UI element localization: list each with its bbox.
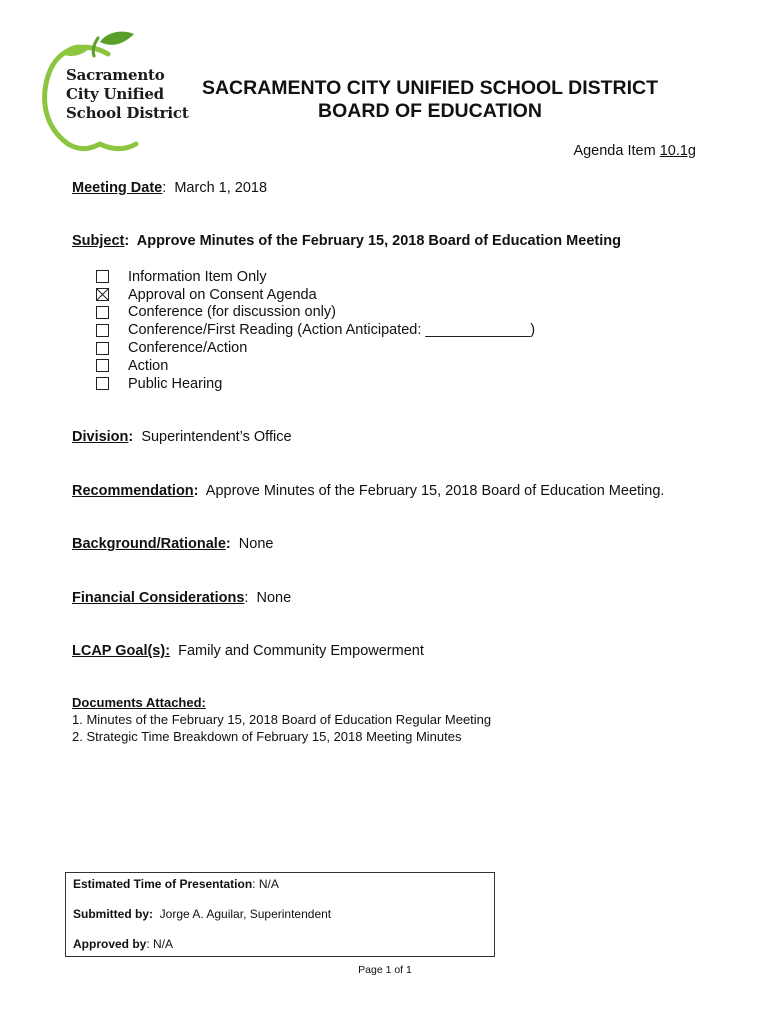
document-title-line2: BOARD OF EDUCATION — [318, 100, 542, 122]
subject-value: Approve Minutes of the February 15, 2018 Board of Education Meeting — [136, 233, 621, 249]
checklist-item-label: Action — [128, 357, 169, 374]
logo-wordmark — [66, 66, 189, 123]
checklist-item — [96, 375, 535, 393]
approved-by: Approved by: N/A — [73, 937, 174, 951]
division-value: Superintendent’s Office — [141, 429, 292, 445]
estimated-time: Estimated Time of Presentation: N/A — [73, 877, 279, 891]
checklist-item — [96, 304, 535, 322]
lcap-field — [72, 643, 424, 659]
subject-field: Subject: Approve Minutes of the February 15, 2018 Board of Education Meeting — [72, 233, 621, 249]
recommendation-value: Approve Minutes of the February 15, 2018 Board of Education Meeting. — [205, 483, 665, 499]
agenda-item-number: 10.1g — [659, 143, 696, 159]
checkbox[interactable] — [96, 342, 109, 355]
checklist-item — [96, 286, 535, 304]
estimated-time-label: Estimated Time of Presentation — [73, 877, 253, 891]
checklist-item — [96, 321, 535, 339]
background-field: Background/Rationale: None — [72, 536, 274, 552]
checklist-item-label: Public Hearing — [128, 375, 223, 392]
division-field: Division: Superintendent’s Office — [72, 429, 292, 445]
checklist-item-label: Conference/First Reading (Action Anticipated: _____________) — [128, 322, 536, 339]
meeting-date-value: March 1, 2018 — [174, 180, 268, 196]
district-logo — [38, 28, 189, 156]
checkbox[interactable] — [96, 324, 109, 337]
presentation-info-box — [65, 872, 495, 957]
lcap-value: Family and Community Empowerment — [178, 643, 424, 659]
approved-by-label: Approved by — [73, 937, 147, 951]
page-number: Page 1 of 1 — [358, 964, 412, 976]
agenda-item-label: Agenda Item — [573, 143, 656, 159]
logo-line: City Unified — [66, 85, 164, 103]
financial-value: None — [256, 590, 292, 606]
checkbox[interactable] — [96, 377, 109, 390]
document-title-line1: SACRAMENTO CITY UNIFIED SCHOOL DISTRICT — [201, 77, 659, 99]
meeting-date-field: Meeting Date: March 1, 2018 — [72, 180, 268, 196]
financial-label: Financial Considerations — [72, 590, 245, 606]
submitted-by-value: Jorge A. Aguilar, Superintendent — [159, 907, 332, 921]
division-label: Division — [72, 429, 129, 445]
checklist-item-label: Conference (for discussion only) — [128, 304, 336, 321]
subject-label: Subject — [72, 233, 125, 249]
agenda-type-checklist — [96, 268, 535, 393]
estimated-time-value: N/A — [258, 877, 279, 891]
submitted-by — [73, 907, 331, 921]
submitted-by-label: Submitted by: — [73, 907, 153, 921]
logo-line: Sacramento — [66, 66, 165, 84]
checkbox-checked[interactable] — [96, 288, 109, 301]
recommendation-label: Recommendation — [72, 483, 194, 499]
documents-header: Documents Attached: — [72, 695, 206, 710]
document-item: 1. Minutes of the February 15, 2018 Board of Education Regular Meeting — [72, 712, 492, 727]
checkbox[interactable] — [96, 306, 109, 319]
logo-line: School District — [66, 104, 189, 122]
checkbox[interactable] — [96, 359, 109, 372]
document-item: 2. Strategic Time Breakdown of February 15, 2018 Meeting Minutes — [72, 729, 462, 744]
checklist-item — [96, 357, 535, 375]
financial-field: Financial Considerations: None — [72, 590, 292, 606]
background-label: Background/Rationale — [72, 536, 226, 552]
recommendation-field: Recommendation: Approve Minutes of the February 15, 2018 Board of Education Meeting. — [72, 483, 665, 499]
checklist-item-label: Approval on Consent Agenda — [128, 286, 317, 303]
checklist-item-label: Conference/Action — [128, 340, 248, 357]
checklist-item — [96, 339, 535, 357]
meeting-date-label: Meeting Date — [72, 180, 163, 196]
checklist-item-label: Information Item Only — [128, 268, 267, 285]
approved-by-value: N/A — [153, 937, 174, 951]
checklist-item — [96, 268, 535, 286]
background-value: None — [238, 536, 274, 552]
agenda-item — [573, 143, 696, 159]
checkbox[interactable] — [96, 270, 109, 283]
x-mark-icon — [97, 289, 108, 300]
documents-attached — [72, 694, 491, 745]
lcap-label: LCAP Goal(s): — [72, 643, 171, 659]
